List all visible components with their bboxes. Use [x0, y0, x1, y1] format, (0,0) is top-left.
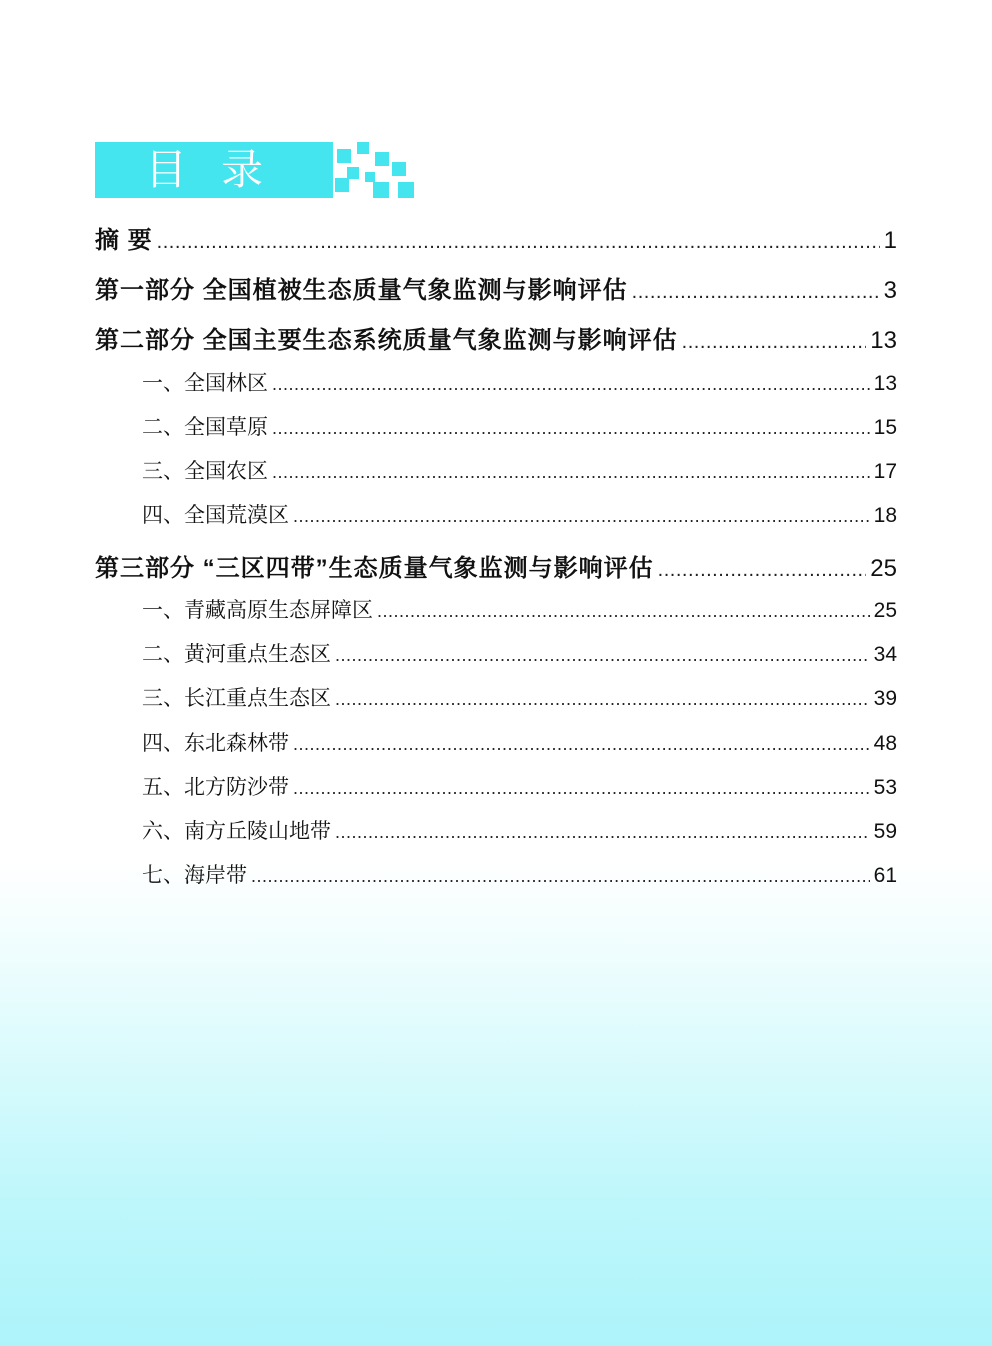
toc-entry-page: 18	[873, 504, 897, 527]
toc-entry-southern-hills[interactable]	[142, 815, 897, 845]
toc-entry-farmland[interactable]	[142, 455, 897, 485]
dot-leader	[293, 506, 870, 527]
toc-entry-title: 四、东北森林带	[142, 732, 289, 755]
dot-leader	[157, 231, 880, 254]
toc-entry-title: 五、北方防沙带	[142, 776, 289, 799]
dot-leader	[293, 734, 870, 755]
toc-entry-page: 17	[873, 460, 897, 483]
dot-leader	[335, 822, 870, 843]
toc-entry-yellow-river[interactable]	[142, 638, 897, 668]
toc-entry-page: 1	[883, 227, 897, 254]
toc-entry-desert[interactable]	[142, 499, 897, 529]
toc-entry-page: 61	[873, 864, 897, 887]
toc-entry-title: 第三部分 “三区四带”生态质量气象监测与影响评估	[95, 555, 654, 582]
dot-leader	[272, 462, 870, 483]
dot-leader	[293, 778, 870, 799]
dot-leader	[335, 645, 870, 666]
toc-entry-title: 六、南方丘陵山地带	[142, 820, 331, 843]
dot-leader	[272, 374, 870, 395]
dot-leader	[251, 866, 870, 887]
toc-entry-page: 13	[873, 372, 897, 395]
toc-entry-page: 48	[873, 732, 897, 755]
toc-entry-title: 三、全国农区	[142, 460, 268, 483]
toc-entry-forest[interactable]	[142, 367, 897, 397]
toc-entry-page: 13	[870, 327, 897, 354]
dot-leader	[658, 559, 867, 582]
toc-entry-part-two[interactable]	[95, 320, 897, 355]
toc-heading-title: 目录	[145, 145, 298, 194]
toc-entry-page: 39	[873, 687, 897, 710]
toc-entry-page: 25	[873, 599, 897, 622]
toc-entry-title: 一、青藏高原生态屏障区	[142, 599, 373, 622]
dot-leader	[377, 601, 870, 622]
toc-entry-title: 二、黄河重点生态区	[142, 643, 331, 666]
toc-entry-title: 四、全国荒漠区	[142, 504, 289, 527]
toc-entry-coastal[interactable]	[142, 859, 897, 889]
toc-entry-part-three[interactable]	[95, 548, 897, 583]
toc-entry-page: 15	[873, 416, 897, 439]
toc-entry-northern-sand[interactable]	[142, 771, 897, 801]
toc-entry-page: 34	[873, 643, 897, 666]
toc-entry-northeast-forest[interactable]	[142, 727, 897, 757]
toc-entry-grassland[interactable]	[142, 411, 897, 441]
dot-leader	[632, 281, 880, 304]
toc-entry-title: 七、海岸带	[142, 864, 247, 887]
toc-entry-page: 3	[883, 277, 897, 304]
toc-entry-page: 53	[873, 776, 897, 799]
toc-entry-title: 一、全国林区	[142, 372, 268, 395]
toc-entry-page: 25	[870, 555, 897, 582]
toc-entry-qinghai-tibet[interactable]	[142, 594, 897, 624]
toc-entry-summary[interactable]	[95, 220, 897, 255]
toc-entry-title: 三、长江重点生态区	[142, 687, 331, 710]
toc-entry-yangtze-river[interactable]	[142, 682, 897, 712]
toc-entry-title: 摘 要	[95, 227, 153, 254]
toc-entry-title: 第一部分 全国植被生态质量气象监测与影响评估	[95, 277, 628, 304]
dot-leader	[682, 331, 867, 354]
toc-entry-title: 二、全国草原	[142, 416, 268, 439]
dot-leader	[272, 418, 870, 439]
toc-entry-page: 59	[873, 820, 897, 843]
toc-entry-title: 第二部分 全国主要生态系统质量气象监测与影响评估	[95, 327, 678, 354]
toc-entry-part-one[interactable]	[95, 270, 897, 305]
dot-leader	[335, 689, 870, 710]
